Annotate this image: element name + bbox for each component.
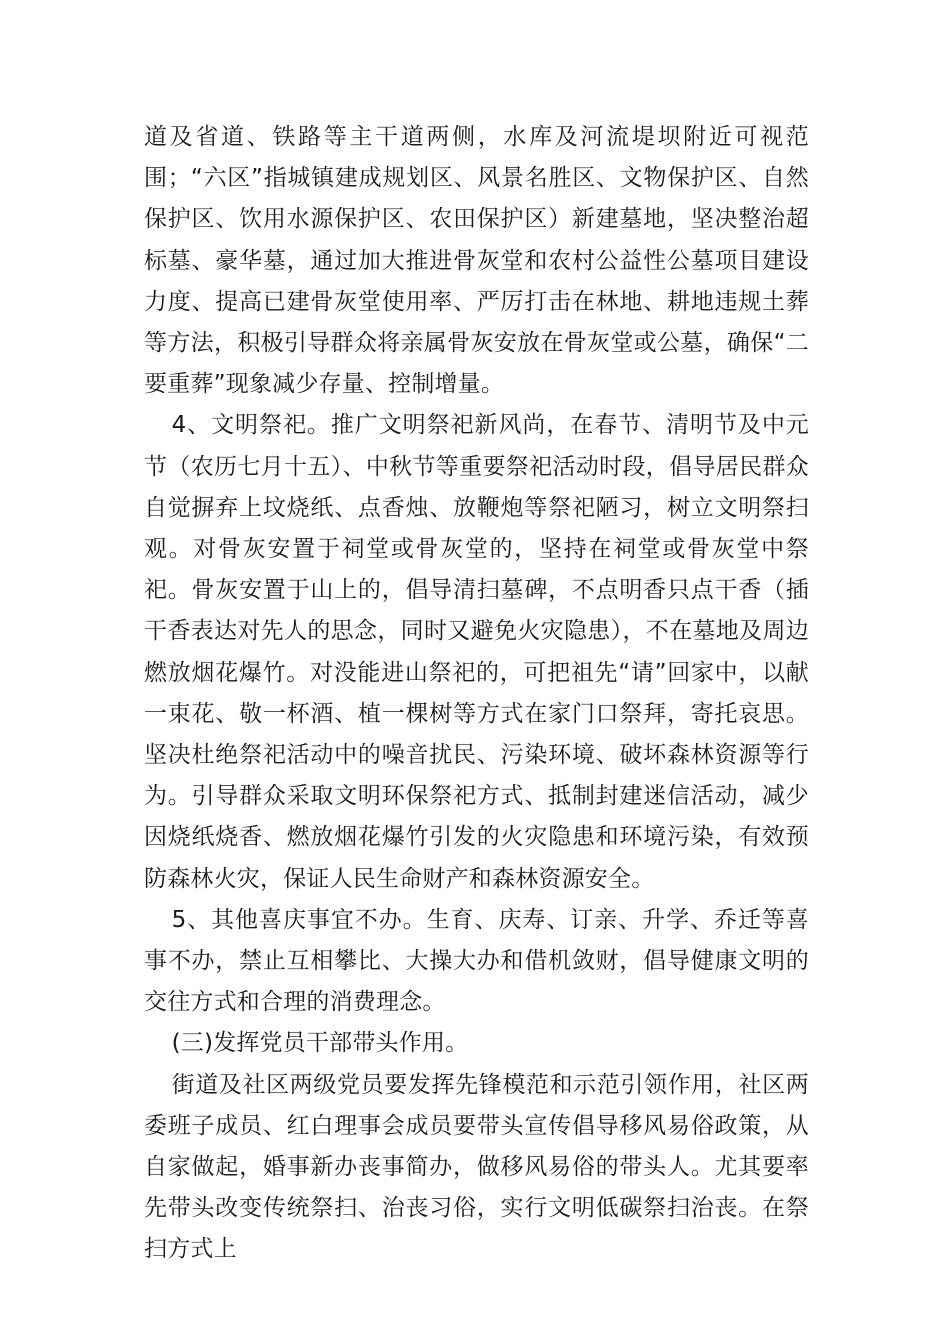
- paragraph-continuation: 道及省道、铁路等主干道两侧，水库及河流堤坝附近可视范围；“六区”指城镇建成规划区、风景名胜区、文物保护区、自然保护区、饮用水源保护区、农田保护区）新建墓地，坚决整治超标墓、豪华墓，通过加大推进骨灰堂和农村公益性公墓项目建设力度、提高已建骨灰堂使用率、严厉打击在林地、耕地违规土葬等方法，积极引导群众将亲属骨灰安放在骨灰堂或公墓，确保“二要重葬”现象减少存量、控制增量。: [144, 124, 809, 398]
- document-body: [144, 117, 809, 1271]
- paragraph-civilized-sacrifice: 4、文明祭祀。推广文明祭祀新风尚，在春节、清明节及中元节（农历七月十五）、中秋节等重要祭祀活动时段，倡导居民群众自觉摒弃上坟烧纸、点香烛、放鞭炮等祭祀陋习，树立文明祭扫观。对骨灰安置于祠堂或骨灰堂的，坚持在祠堂或骨灰堂中祭祀。骨灰安置于山上的，倡导清扫墓碑，不点明香只点干香（插干香表达对先人的思念，同时又避免火灾隐患），不在墓地及周边燃放烟花爆竹。对没能进山祭祀的，可把祖先“请”回家中，以献一束花、敬一杯酒、植一棵树等方式在家门口祭拜，寄托哀思。坚决杜绝祭祀活动中的噪音扰民、污染环境、破坏森林资源等行为。引导群众采取文明环保祭祀方式、抵制封建迷信活动，减少因烧纸烧香、燃放烟花爆竹引发的火灾隐患和环境污染，有效预防森林火灾，保证人民生命财产和森林资源安全。: [144, 412, 809, 892]
- paragraph-other-celebrations: 5、其他喜庆事宜不办。生育、庆寿、订亲、升学、乔迁等喜事不办，禁止互相攀比、大操大办和借机敛财，倡导健康文明的交往方式和合理的消费理念。: [144, 906, 809, 1016]
- paragraph-party-members: 街道及社区两级党员要发挥先锋模范和示范引领作用，社区两委班子成员、红白理事会成员要带头宣传倡导移风易俗政策，从自家做起，婚事新办丧事简办，做移风易俗的带头人。尤其要率先带头改变传统祭扫、治丧习俗，实行文明低碳祭扫治丧。在祭扫方式上: [144, 1071, 809, 1263]
- section-heading: (三)发挥党员干部带头作用。: [171, 1030, 469, 1057]
